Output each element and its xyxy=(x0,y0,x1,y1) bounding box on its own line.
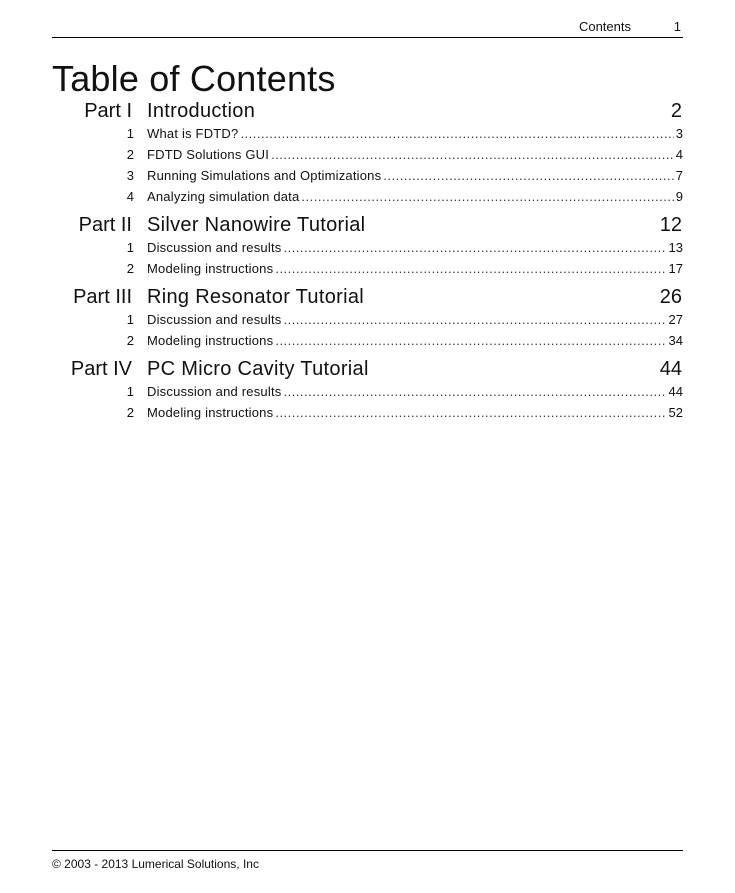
toc-part[interactable] xyxy=(52,354,683,384)
entry-number: 2 xyxy=(126,333,134,348)
entry-page: 27 xyxy=(668,312,683,327)
dot-leader xyxy=(383,168,673,183)
entry-title: Analyzing simulation data xyxy=(147,189,300,204)
toc-entry[interactable] xyxy=(52,189,683,210)
entry-page: 7 xyxy=(675,168,683,183)
toc-part[interactable] xyxy=(52,282,683,312)
toc-part[interactable] xyxy=(52,96,683,126)
running-header xyxy=(52,18,683,38)
entry-number: 1 xyxy=(126,384,134,399)
entry-number: 4 xyxy=(126,189,134,204)
part-number: Part IV xyxy=(70,358,132,380)
part-title: PC Micro Cavity Tutorial xyxy=(147,358,369,380)
page-title: Table of Contents xyxy=(52,58,336,99)
entry-page: 34 xyxy=(668,333,683,348)
toc-entry[interactable] xyxy=(52,168,683,189)
copyright-text: © 2003 - 2013 Lumerical Solutions, Inc xyxy=(52,857,259,871)
entry-page: 17 xyxy=(668,261,683,276)
entry-title: Discussion and results xyxy=(147,384,282,399)
toc-entry[interactable] xyxy=(52,405,683,426)
part-title: Ring Resonator Tutorial xyxy=(147,286,365,308)
entry-number: 1 xyxy=(126,312,134,327)
table-of-contents xyxy=(52,96,683,426)
entry-title: FDTD Solutions GUI xyxy=(147,147,270,162)
entry-number: 2 xyxy=(126,261,134,276)
entry-title: Discussion and results xyxy=(147,240,282,255)
dot-leader xyxy=(240,126,673,141)
dot-leader xyxy=(275,405,666,420)
dot-leader xyxy=(275,261,666,276)
dot-leader xyxy=(301,189,673,204)
toc-entry[interactable] xyxy=(52,333,683,354)
dot-leader xyxy=(283,240,666,255)
toc-entry[interactable] xyxy=(52,261,683,282)
dot-leader xyxy=(271,147,674,162)
part-page: 44 xyxy=(659,358,682,380)
entry-title: Modeling instructions xyxy=(147,333,274,348)
toc-part[interactable] xyxy=(52,210,683,240)
entry-page: 52 xyxy=(668,405,683,420)
entry-number: 1 xyxy=(126,126,134,141)
part-page: 12 xyxy=(659,214,682,236)
page-footer xyxy=(52,850,683,871)
toc-entry[interactable] xyxy=(52,384,683,405)
part-number: Part III xyxy=(73,286,132,308)
entry-page: 44 xyxy=(668,384,683,399)
toc-entry[interactable] xyxy=(52,147,683,168)
entry-page: 3 xyxy=(675,126,683,141)
entry-title: Running Simulations and Optimizations xyxy=(147,168,382,183)
entry-number: 3 xyxy=(126,168,134,183)
entry-number: 2 xyxy=(126,147,134,162)
entry-title: Modeling instructions xyxy=(147,261,274,276)
entry-number: 2 xyxy=(126,405,134,420)
toc-entry[interactable] xyxy=(52,312,683,333)
toc-entry[interactable] xyxy=(52,126,683,147)
entry-number: 1 xyxy=(126,240,134,255)
entry-title: Modeling instructions xyxy=(147,405,274,420)
part-title: Introduction xyxy=(147,100,256,122)
entry-title: Discussion and results xyxy=(147,312,282,327)
entry-page: 4 xyxy=(675,147,683,162)
part-page: 2 xyxy=(670,100,682,122)
part-page: 26 xyxy=(659,286,682,308)
dot-leader xyxy=(283,312,666,327)
header-section-title: Contents xyxy=(578,19,631,34)
dot-leader xyxy=(283,384,666,399)
part-title: Silver Nanowire Tutorial xyxy=(147,214,366,236)
part-number: Part I xyxy=(84,100,132,122)
entry-page: 9 xyxy=(675,189,683,204)
header-page-number: 1 xyxy=(673,19,681,34)
entry-page: 13 xyxy=(668,240,683,255)
part-number: Part II xyxy=(78,214,132,236)
dot-leader xyxy=(275,333,666,348)
entry-title: What is FDTD? xyxy=(147,126,239,141)
toc-entry[interactable] xyxy=(52,240,683,261)
